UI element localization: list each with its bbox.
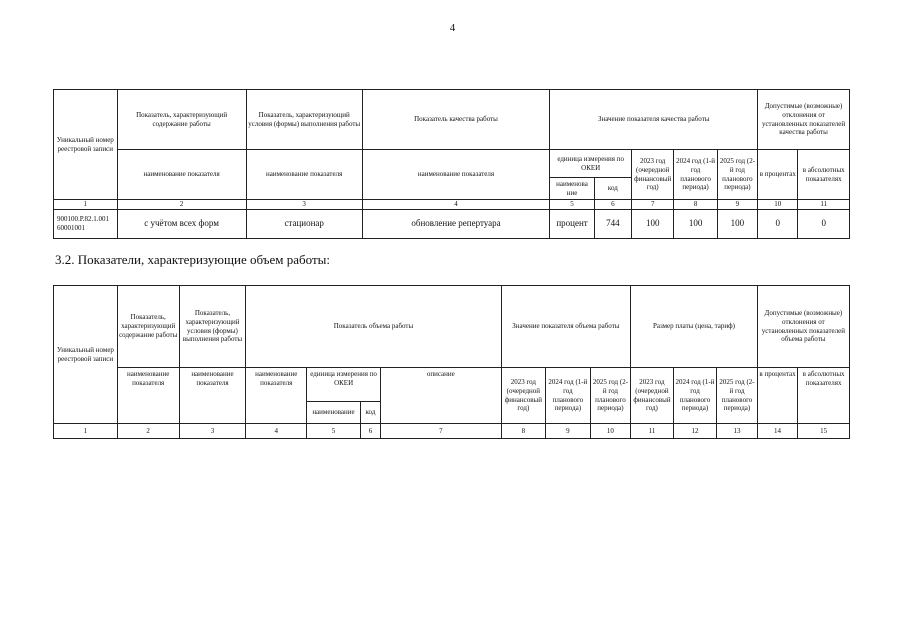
column-number: 4 (246, 424, 307, 439)
header-work-conditions: Показатель, характеризующий условия (формы) выполнения работы (246, 90, 362, 150)
value-2024-cell: 100 (674, 209, 717, 238)
page-number: 4 (449, 22, 456, 34)
column-number: 7 (632, 200, 674, 210)
unit-name-cell: процент (550, 209, 594, 238)
header-okei-code: код (594, 178, 631, 200)
header-price-2025: 2025 год (2-й год планового периода) (717, 368, 758, 424)
header-year-2023: 2023 год (очередной финансовый год) (501, 368, 546, 424)
value-2025-cell: 100 (717, 209, 757, 238)
column-number: 3 (246, 200, 362, 210)
header-okei-code: код (360, 402, 380, 424)
column-number: 14 (757, 424, 798, 439)
deviation-percent-cell: 0 (758, 209, 798, 238)
column-number: 2 (117, 424, 179, 439)
column-number: 9 (546, 424, 591, 439)
volume-indicators-table (53, 285, 850, 439)
header-allowed-deviation: Допустимые (возможные) отклонения от установленных показателей качества работы (758, 90, 850, 150)
header-content-indicator-name: наименование показателя (117, 368, 179, 424)
header-in-percent: в процентах (758, 150, 798, 200)
section-title: 3.2. Показатели, характеризующие объем работы: (55, 252, 330, 267)
column-number: 4 (362, 200, 550, 210)
registry-number-cell: 900100.Р.82.1.001 60001001 (54, 209, 118, 238)
column-number-row (54, 424, 850, 439)
column-number: 8 (501, 424, 546, 439)
quality-indicator-cell: обновление репертуара (362, 209, 550, 238)
header-volume-indicator-name: наименование показателя (246, 368, 307, 424)
header-work-content: Показатель, характеризующий содержание работы (117, 286, 179, 368)
header-year-2024: 2024 год (1-й год планового периода) (546, 368, 591, 424)
header-registry-number: Уникальный номер реестровой записи (54, 286, 118, 424)
header-okei-name: наименова ние (550, 178, 594, 200)
column-number: 5 (307, 424, 361, 439)
column-number: 10 (590, 424, 631, 439)
header-year-2025: 2025 год (2-й год планового периода) (590, 368, 631, 424)
column-number: 13 (717, 424, 758, 439)
column-number: 9 (717, 200, 757, 210)
column-number: 15 (798, 424, 850, 439)
header-quality-indicator-name: наименование показателя (362, 150, 550, 200)
column-number-row (54, 200, 850, 210)
header-work-content: Показатель, характеризующий содержание работы (117, 90, 246, 150)
header-in-absolute: в абсолютных показателях (798, 150, 850, 200)
quality-indicators-table (53, 89, 850, 239)
column-number: 8 (674, 200, 717, 210)
header-allowed-deviation: Допустимые (возможные) отклонения от установленных показателей объема работы (757, 286, 849, 368)
header-okei-unit: единица измерения по ОКЕИ (307, 368, 381, 402)
content-cell: с учётом всех форм (117, 209, 246, 238)
header-description: описание (381, 368, 502, 424)
column-number: 1 (54, 424, 118, 439)
header-work-conditions: Показатель, характеризующий условия (формы) выполнения работы (179, 286, 246, 368)
table-row (54, 209, 850, 238)
column-number: 5 (550, 200, 594, 210)
header-price: Размер платы (цена, тариф) (631, 286, 758, 368)
header-okei-unit: единица измерения по ОКЕИ (550, 150, 632, 178)
column-number: 2 (117, 200, 246, 210)
header-registry-number: Уникальный номер реестровой записи (54, 90, 118, 200)
column-number: 1 (54, 200, 118, 210)
header-year-2024: 2024 год (1-й год планового периода) (674, 150, 717, 200)
header-price-2024: 2024 год (1-й год планового периода) (673, 368, 717, 424)
value-2023-cell: 100 (632, 209, 674, 238)
column-number: 6 (360, 424, 380, 439)
column-number: 10 (758, 200, 798, 210)
column-number: 7 (381, 424, 502, 439)
header-price-2023: 2023 год (очередной финансовый год) (631, 368, 674, 424)
header-year-2025: 2025 год (2-й год планового периода) (717, 150, 757, 200)
header-quality-values: Значение показателя качества работы (550, 90, 758, 150)
unit-code-cell: 744 (594, 209, 631, 238)
column-number: 3 (179, 424, 246, 439)
column-number: 12 (673, 424, 717, 439)
header-in-absolute: в абсолютных показателях (798, 368, 850, 424)
header-conditions-indicator-name: наименование показателя (179, 368, 246, 424)
header-quality-indicator: Показатель качества работы (362, 90, 550, 150)
header-content-indicator-name: наименование показателя (117, 150, 246, 200)
header-volume-values: Значение показателя объема работы (501, 286, 631, 368)
column-number: 11 (798, 200, 850, 210)
conditions-cell: стационар (246, 209, 362, 238)
header-in-percent: в процентах (757, 368, 798, 424)
column-number: 6 (594, 200, 631, 210)
header-year-2023: 2023 год (очередной финансовый год) (632, 150, 674, 200)
header-conditions-indicator-name: наименование показателя (246, 150, 362, 200)
column-number: 11 (631, 424, 674, 439)
header-volume-indicator: Показатель объема работы (246, 286, 501, 368)
deviation-absolute-cell: 0 (798, 209, 850, 238)
header-okei-name: наименование (307, 402, 361, 424)
